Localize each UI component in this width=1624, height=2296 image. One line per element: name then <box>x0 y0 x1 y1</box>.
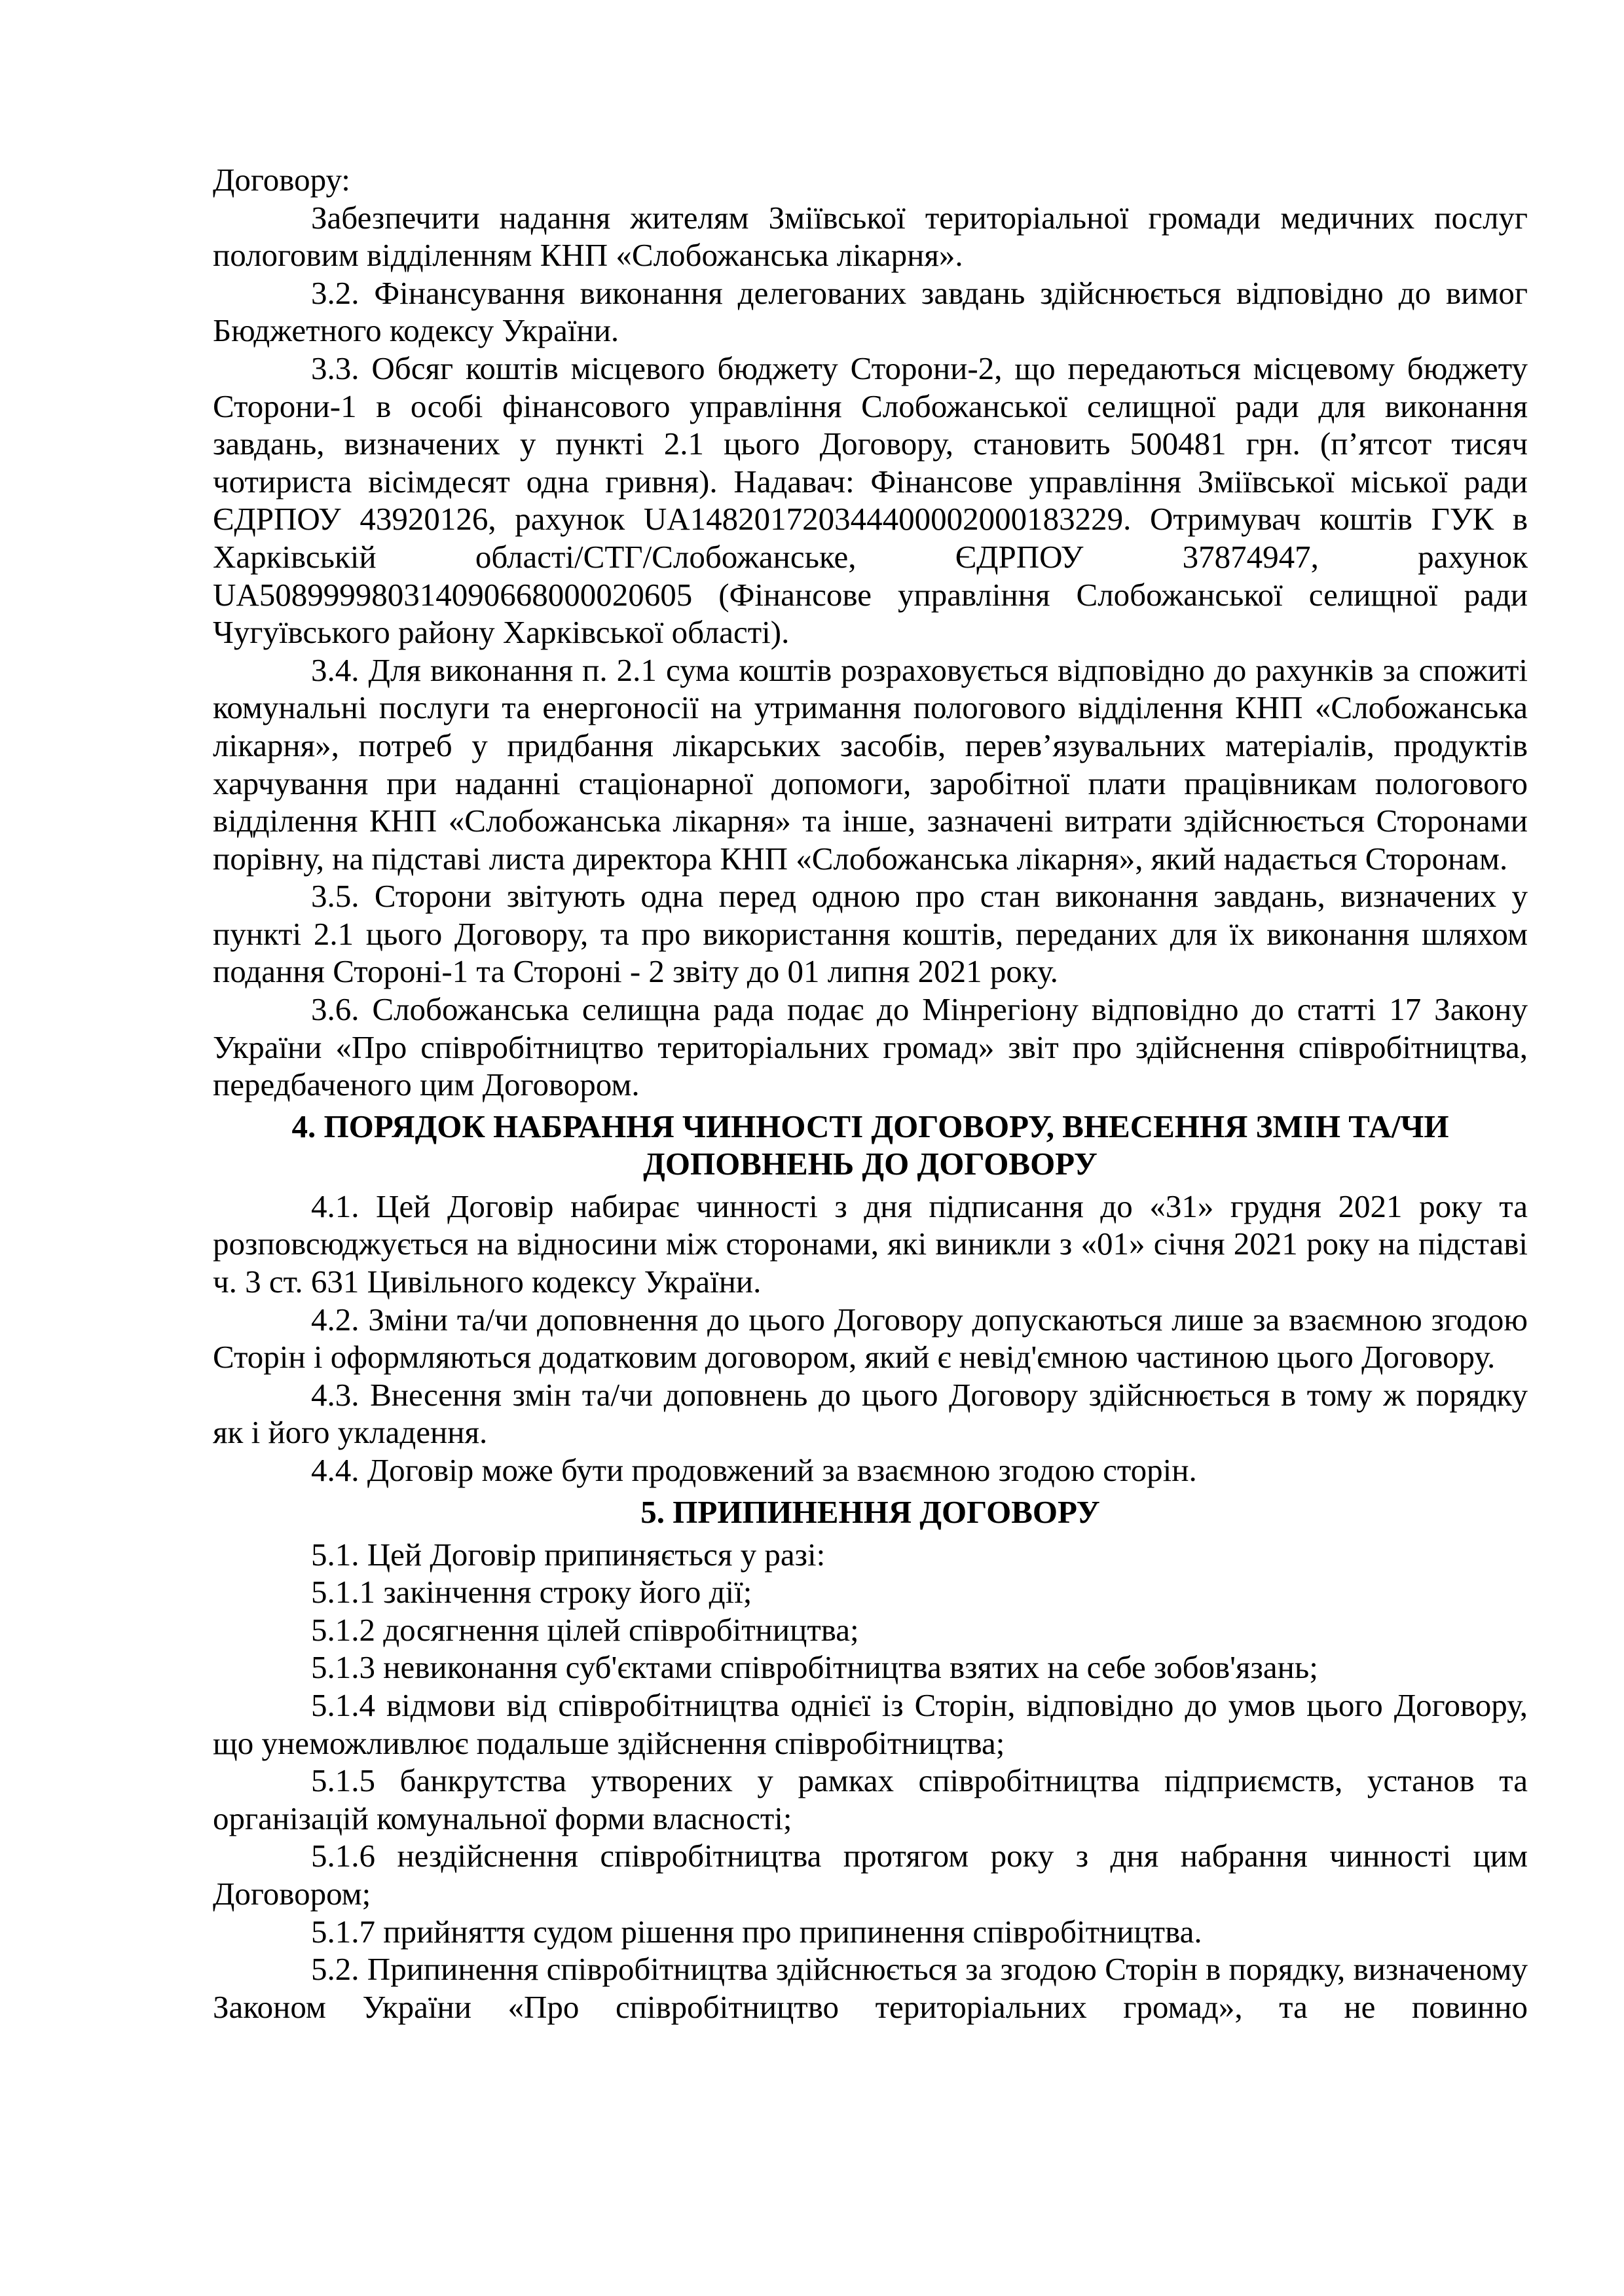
section-4-heading <box>213 1108 1528 1182</box>
paragraph-5-1-4: 5.1.4 відмови від співробітництва однієї із Сторін, відповідно до умов цього Договору, що унеможливлює подальше здійснення співробітництва; <box>213 1686 1528 1761</box>
paragraph-3-1-text: Забезпечити надання жителям Зміївської територіальної громади медичних послуг пологовим відділенням КНП «Слобожанська лікарня». <box>213 199 1528 274</box>
section-5-heading: 5. ПРИПИНЕННЯ ДОГОВОРУ <box>640 1493 1100 1530</box>
paragraph-3-4: 3.4. Для виконання п. 2.1 сума коштів розраховується відповідно до рахунків за спожиті комунальні послуги та енергоносії на утримання пологового відділення КНП «Слобожанська лікарня», потреб у придбання лікарських засобів, перев’язувальних матеріалів, продуктів харчування при наданні стаціонарної допомоги, заробітної плати працівникам пологового відділення КНП «Слобожанська лікарня» та інше, зазначені витрати здійснюється Сторонами порівну, на підставі листа директора КНП «Слобожанська лікарня», який надається Сторонам. <box>213 651 1528 877</box>
paragraph-3-5: 3.5. Сторони звітують одна перед одною про стан виконання завдань, визначених у пункті 2.1 цього Договору, та про використання коштів, переданих для їх виконання шляхом подання Стороні-1 та Стороні - 2 звіту до 01 липня 2021 року. <box>213 878 1528 990</box>
paragraph-5-1-1: 5.1.1 закінчення строку його дії; <box>311 1574 752 1611</box>
paragraph-4-3: 4.3. Внесення змін та/чи доповнень до цього Договору здійснюється в тому ж порядку як і його укладення. <box>213 1376 1528 1451</box>
lead-text: Договору: <box>213 162 350 198</box>
paragraph-5-1: 5.1. Цей Договір припиняється у разі: <box>311 1536 826 1573</box>
paragraph-5-1-2: 5.1.2 досягнення цілей співробітництва; <box>311 1611 859 1648</box>
paragraph-5-1-6: 5.1.6 нездійснення співробітництва протягом року з дня набрання чинності цим Договором; <box>213 1838 1528 1912</box>
paragraph-4-2: 4.2. Зміни та/чи доповнення до цього Договору допускаються лише за взаємною згодою Сторін і оформляються додатковим договором, який є невід'ємною частиною цього Договору. <box>213 1301 1528 1376</box>
paragraph-3-2: 3.2. Фінансування виконання делегованих завдань здійснюється відповідно до вимог Бюджетного кодексу України. <box>213 274 1528 349</box>
paragraph-5-1-5: 5.1.5 банкрутства утворених у рамках співробітництва підприємств, установ та організацій комунальної форми власності; <box>213 1762 1528 1836</box>
section-4-heading-line2: ДОПОВНЕНЬ ДО ДОГОВОРУ <box>643 1145 1098 1182</box>
paragraph-3-3: 3.3. Обсяг коштів місцевого бюджету Сторони-2, що передаються місцевому бюджету Сторони-1 в особі фінансового управління Слобожанської селищної ради для виконання завдань, визначених у пункті 2.1 цього Договору, становить 500481 грн. (п’ятсот тисяч чотириста вісімдесят одна гривня). Надавач: Фінансове управління Зміївської міської ради ЄДРПОУ 43920126, рахунок UA148201720344400002000183229. Отримувач коштів ГУК в Харківській області/СТГ/Слобожанське, ЄДРПОУ 37874947, рахунок UA508999980314090668000020605 (Фінансове управління Слобожанської селищної ради Чугуївського району Харківської області). <box>213 350 1528 651</box>
paragraph-5-1-7: 5.1.7 прийняття судом рішення про припинення співробітництва. <box>311 1913 1202 1950</box>
paragraph-5-1-3: 5.1.3 невиконання суб'єктами співробітництва взятих на себе зобов'язань; <box>311 1649 1318 1686</box>
section-4-heading-line1: 4. ПОРЯДОК НАБРАННЯ ЧИННОСТІ ДОГОВОРУ, ВНЕСЕННЯ ЗМІН ТА/ЧИ <box>291 1108 1449 1144</box>
paragraph-5-2: 5.2. Припинення співробітництва здійснюється за згодою Сторін в порядку, визначеному Законом України «Про співробітництво територіальних громад», та не повинно <box>213 1951 1528 2025</box>
paragraph-4-1: 4.1. Цей Договір набирає чинності з дня підписання до «31» грудня 2021 року та розповсюджується на відносини між сторонами, які виникли з «01» січня 2021 року на підставі ч. 3 ст. 631 Цивільного кодексу України. <box>213 1188 1528 1300</box>
paragraph-4-4: 4.4. Договір може бути продовжений за взаємною згодою сторін. <box>311 1452 1197 1488</box>
document-page <box>213 161 1528 2026</box>
paragraph-3-6: 3.6. Слобожанська селищна рада подає до Мінрегіону відповідно до статті 17 Закону України «Про співробітництво територіальних громад» звіт про здійснення співробітництва, передбаченого цим Договором. <box>213 991 1528 1103</box>
